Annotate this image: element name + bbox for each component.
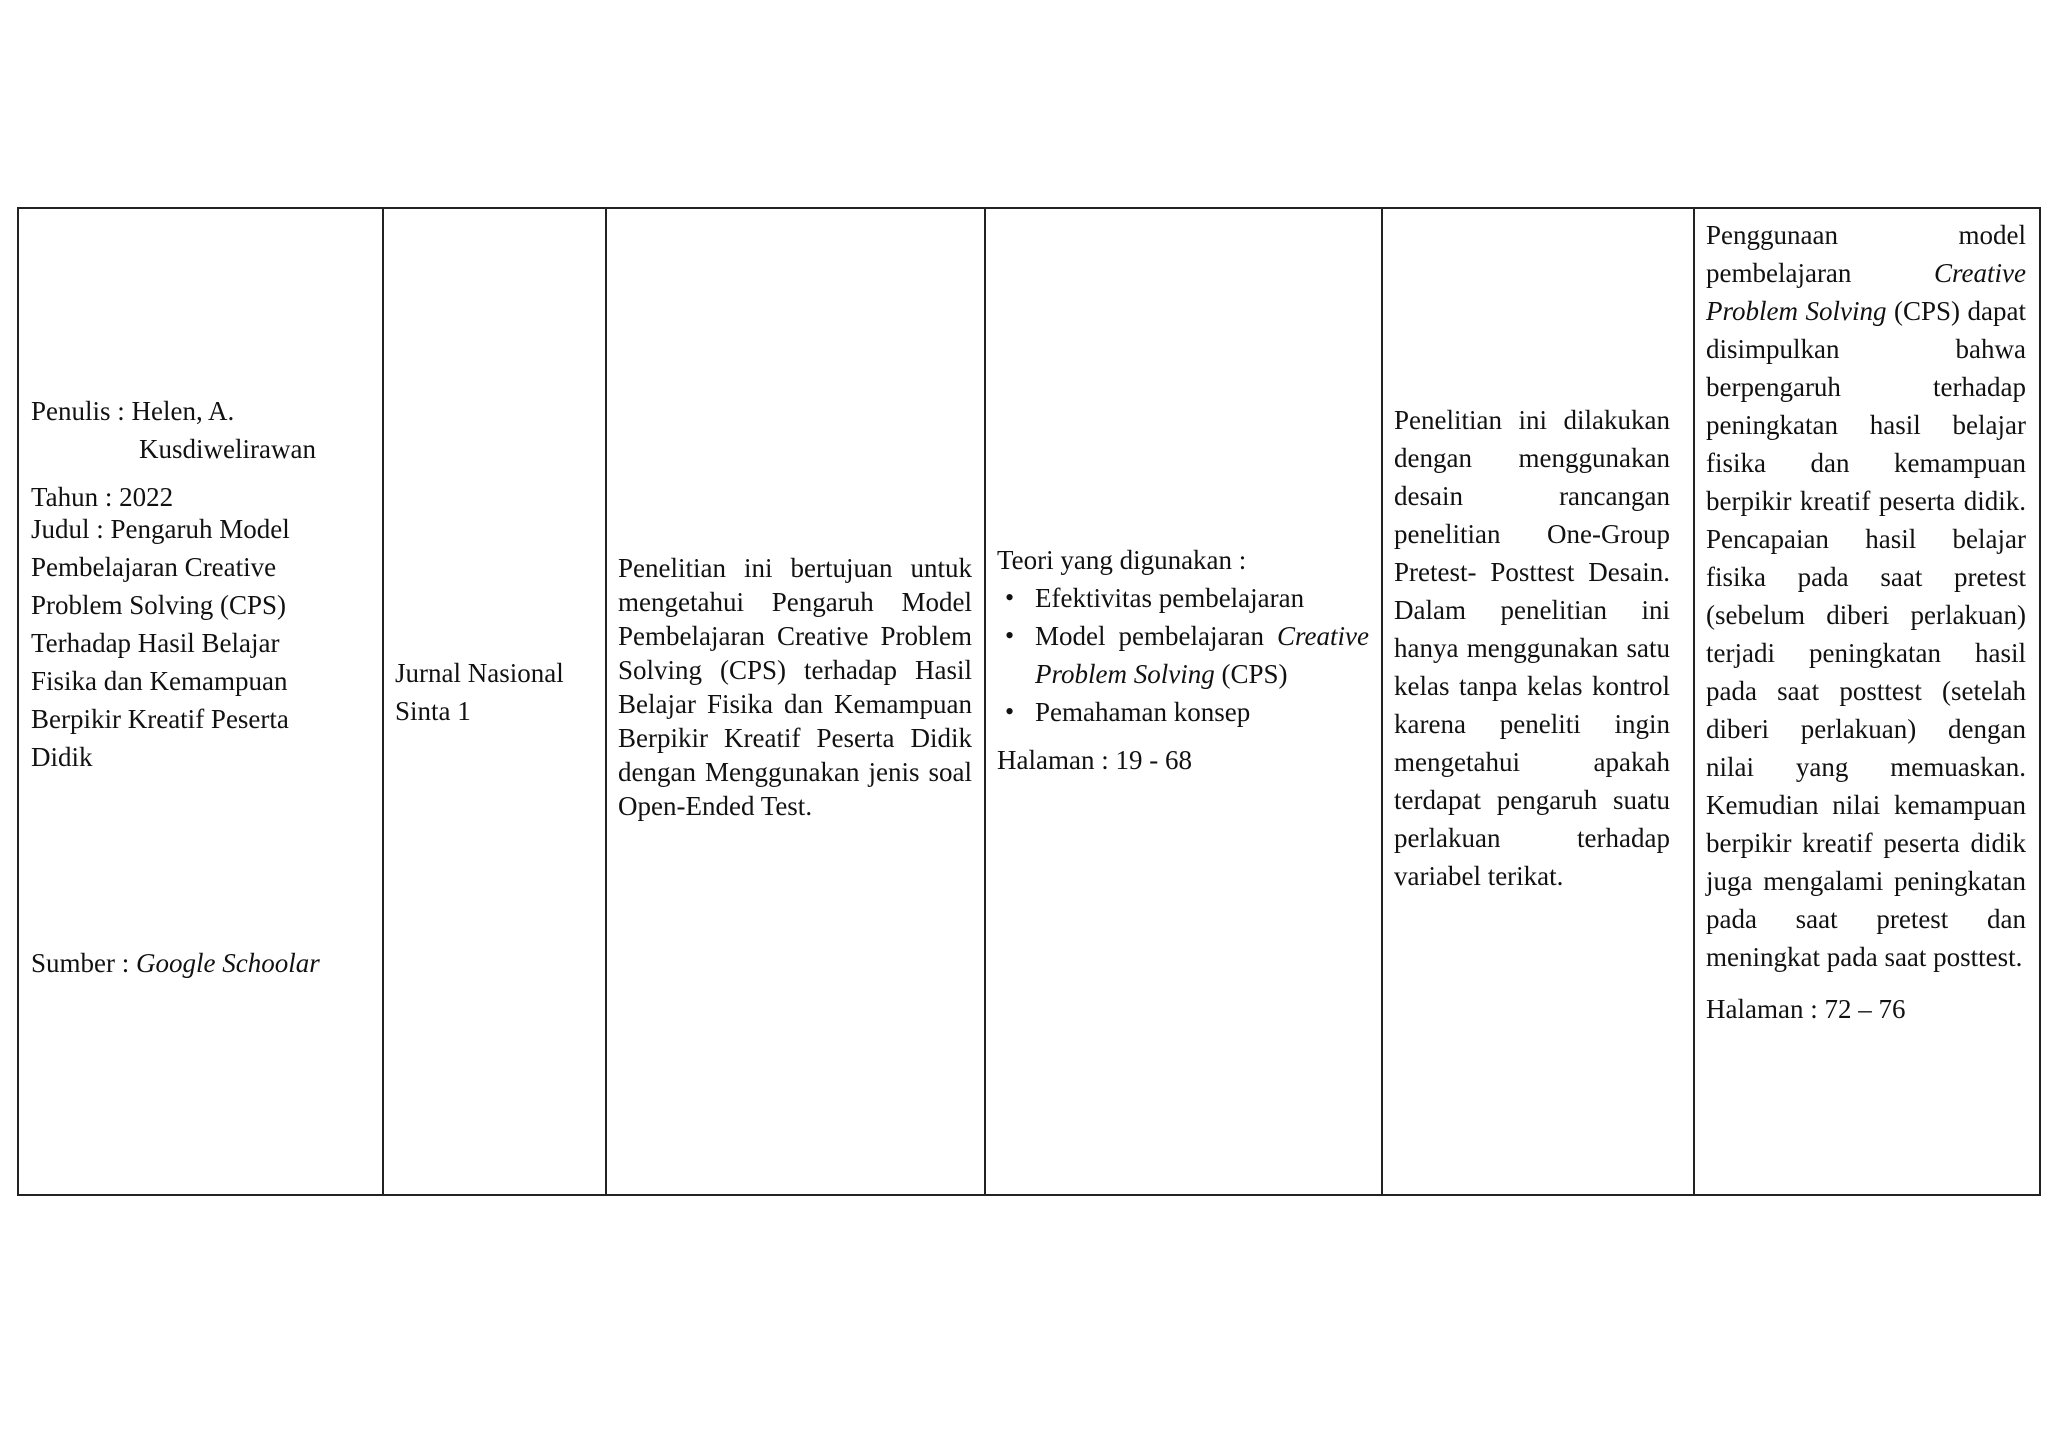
- theory-cell: [997, 541, 1369, 779]
- year-text: Tahun : 2022: [31, 482, 174, 512]
- method-cell: [1394, 401, 1670, 895]
- conclusion-text-start: Penggunaan model pembelajaran: [1706, 220, 2026, 288]
- title-line: Fisika dan Kemampuan: [31, 666, 288, 696]
- source-cell: [31, 944, 371, 982]
- method-text: Penelitian ini dilakukan dengan menggunakan desain rancangan penelitian One-Group Pretest- Posttest Desain. Dalam penelitian ini hanya menggunakan satu kelas tanpa kelas kontrol karena peneliti ingin mengetahui apakah terdapat pengaruh suatu perlakuan terhadap variabel terikat.: [1394, 405, 1670, 891]
- conclusion-text-rest: (CPS) dapat disimpulkan bahwa berpengaruh terhadap peningkatan hasil belajar fisika dan kemampuan berpikir kreatif peserta didik. Pencapaian hasil belajar fisika pada saat pretest (sebelum diberi perlakuan) terjadi peningkatan hasil pada saat posttest (setelah diberi perlakuan) dengan nilai yang memuaskan. Kemudian nilai kemampuan berpikir kreatif peserta didik juga mengalami peningkatan pada saat pretest dan meningkat pada saat posttest.: [1706, 296, 2026, 972]
- title-line: Problem Solving (CPS): [31, 590, 287, 620]
- column-divider: [1381, 209, 1383, 1194]
- theory-item: • Model pembelajaran Creative Problem Solving (CPS): [997, 617, 1369, 693]
- source-value: Google Schoolar: [136, 948, 320, 978]
- theory-item: • Pemahaman konsep: [997, 693, 1369, 731]
- conclusion-italic: Creative Problem Solving: [1706, 258, 2026, 326]
- title-line: Berpikir Kreatif Peserta: [31, 704, 289, 734]
- theory-heading: Teori yang digunakan :: [997, 545, 1247, 575]
- research-purpose-text: Penelitian ini bertujuan untuk mengetahui Pengaruh Model Pembelajaran Creative Problem Solving (CPS) terhadap Hasil Belajar Fisika dan Kemampuan Berpikir Kreatif Peserta Didik dengan Menggunakan jenis soal Open-Ended Test.: [618, 553, 972, 821]
- literature-review-table-row: [17, 207, 2041, 1196]
- conclusion-cell: [1706, 216, 2026, 1028]
- page-range: Halaman : 19 - 68: [997, 745, 1192, 775]
- title-block: [31, 510, 371, 776]
- column-divider: [382, 209, 384, 1194]
- column-divider: [605, 209, 607, 1194]
- theory-item: • Efektivitas pembelajaran: [997, 579, 1369, 617]
- title-line: Pembelajaran Creative: [31, 552, 277, 582]
- title-line: Didik: [31, 742, 93, 772]
- research-purpose-cell: [618, 551, 972, 823]
- author-label: Penulis : Helen, A.: [31, 396, 235, 426]
- page-range: Halaman : 72 – 76: [1706, 994, 1906, 1024]
- author-name-continued: Kusdiwelirawan: [139, 434, 316, 464]
- journal-cell: [395, 654, 595, 730]
- title-line: Judul : Pengaruh Model: [31, 514, 290, 544]
- title-line: Terhadap Hasil Belajar: [31, 628, 280, 658]
- source-label: Sumber :: [31, 948, 136, 978]
- author-info-cell: [31, 392, 371, 776]
- column-divider: [984, 209, 986, 1194]
- journal-name: Jurnal Nasional: [395, 658, 564, 688]
- journal-rank: Sinta 1: [395, 696, 471, 726]
- theory-list: [997, 579, 1369, 731]
- column-divider: [1693, 209, 1695, 1194]
